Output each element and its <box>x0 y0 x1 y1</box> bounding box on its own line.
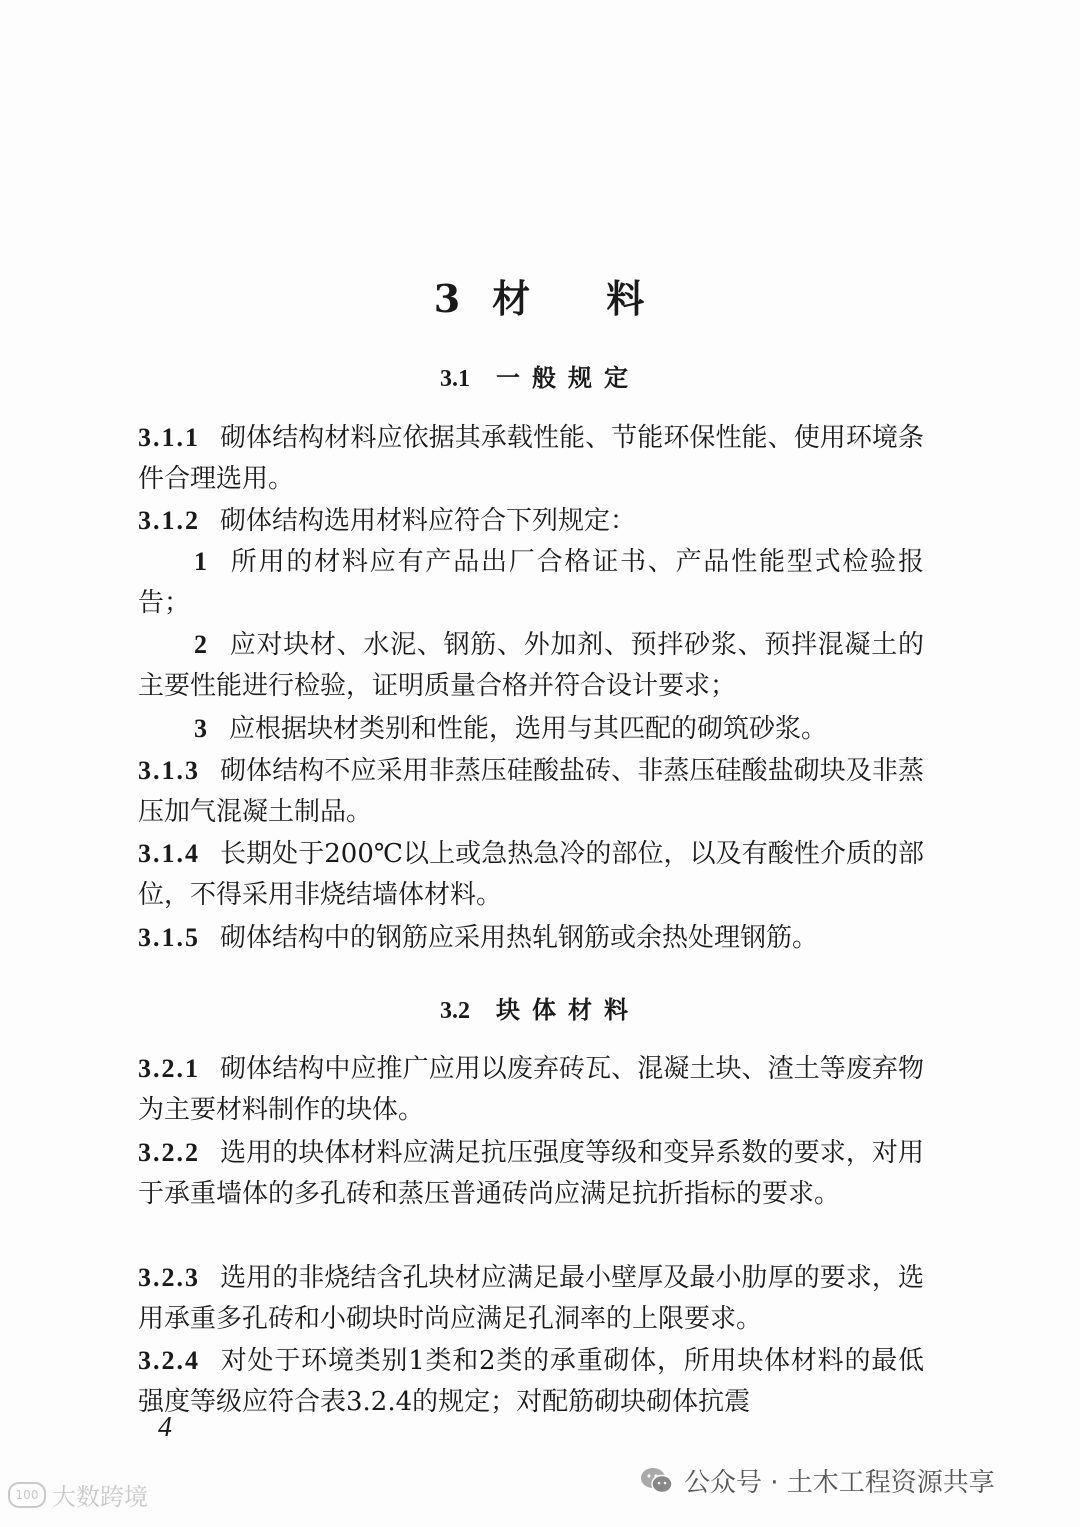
watermark-logo-icon: 100 <box>8 1482 46 1508</box>
clause-number: 3.2.2 <box>138 1138 200 1167</box>
clause-3-1-2-item-3 <box>138 708 924 750</box>
clause-3-1-4 <box>138 833 924 916</box>
clause-3-1-2-item-2 <box>138 624 924 707</box>
section-title: 块体材料 <box>496 995 640 1024</box>
page-number: 4 <box>158 1412 172 1443</box>
chapter-title <box>0 268 1080 323</box>
clause-text: 砌体结构选用材料应符合下列规定： <box>220 506 637 536</box>
section-heading-3-1 <box>0 358 1080 393</box>
clause-3-1-2-item-1 <box>138 541 924 624</box>
clause-text: 砌体结构不应采用非蒸压硅酸盐砖、非蒸压硅酸盐砌块及非蒸压加气混凝土制品。 <box>138 756 924 827</box>
clause-text: 砌体结构中的钢筋应采用热轧钢筋或余热处理钢筋。 <box>220 923 819 953</box>
clause-3-2-1 <box>138 1048 924 1131</box>
section-number: 3.1 <box>440 366 470 392</box>
clause-number: 3.2.1 <box>138 1054 200 1083</box>
clause-number: 3.1.4 <box>138 839 200 868</box>
watermark-left-text: 大数跨境 <box>52 1483 148 1511</box>
item-text: 所用的材料应有产品出厂合格证书、产品性能型式检验报告； <box>138 547 924 618</box>
clause-number: 3.2.4 <box>138 1346 200 1375</box>
clause-number: 3.1.5 <box>138 923 200 952</box>
clause-3-1-3 <box>138 750 924 833</box>
watermark-right <box>640 1462 995 1499</box>
clause-3-1-2 <box>138 500 924 542</box>
section-number: 3.2 <box>440 998 470 1024</box>
item-text: 应根据块材类别和性能，选用与其匹配的砌筑砂浆。 <box>229 714 828 744</box>
clause-3-2-3 <box>138 1257 924 1340</box>
clause-text: 选用的非烧结含孔块材应满足最小壁厚及最小肋厚的要求，选用承重多孔砖和小砌块时尚应满足孔洞率的上限要求。 <box>138 1263 924 1334</box>
clause-3-1-5 <box>138 917 924 959</box>
clause-3-2-2 <box>138 1132 924 1215</box>
clause-text: 砌体结构材料应依据其承载性能、节能环保性能、使用环境条件合理选用。 <box>138 423 924 494</box>
item-number: 2 <box>194 630 207 659</box>
chapter-title-char2: 料 <box>606 276 647 321</box>
clause-number: 3.2.3 <box>138 1263 200 1292</box>
clause-text: 选用的块体材料应满足抗压强度等级和变异系数的要求，对用于承重墙体的多孔砖和蒸压普通砖尚应满足抗折指标的要求。 <box>138 1138 924 1209</box>
clause-text: 砌体结构中应推广应用以废弃砖瓦、混凝土块、渣土等废弃物为主要材料制作的块体。 <box>138 1054 924 1125</box>
section-heading-3-2 <box>0 990 1080 1025</box>
clause-number: 3.1.1 <box>138 423 200 452</box>
chapter-number: 3 <box>433 276 463 321</box>
item-number: 1 <box>194 547 207 576</box>
clause-number: 3.1.3 <box>138 756 200 785</box>
clause-3-1-1 <box>138 417 924 500</box>
clause-text: 对处于环境类别1类和2类的承重砌体，所用块体材料的最低强度等级应符合表3.2.4的规定；对配筋砌块砌体抗震 <box>138 1346 924 1417</box>
clause-text: 长期处于200℃以上或急热急冷的部位，以及有酸性介质的部位，不得采用非烧结墙体材料。 <box>138 839 924 910</box>
chapter-title-char1: 材 <box>492 276 533 321</box>
watermark-right-text: 公众号 · 土木工程资源共享 <box>684 1468 995 1498</box>
item-number: 3 <box>194 714 207 743</box>
clause-3-2-4 <box>138 1340 924 1423</box>
clause-number: 3.1.2 <box>138 506 200 535</box>
wechat-icon <box>640 1467 674 1495</box>
item-text: 应对块材、水泥、钢筋、外加剂、预拌砂浆、预拌混凝土的主要性能进行检验，证明质量合格并符合设计要求； <box>138 630 924 701</box>
section-title: 一般规定 <box>496 363 640 392</box>
watermark-left <box>8 1477 148 1512</box>
